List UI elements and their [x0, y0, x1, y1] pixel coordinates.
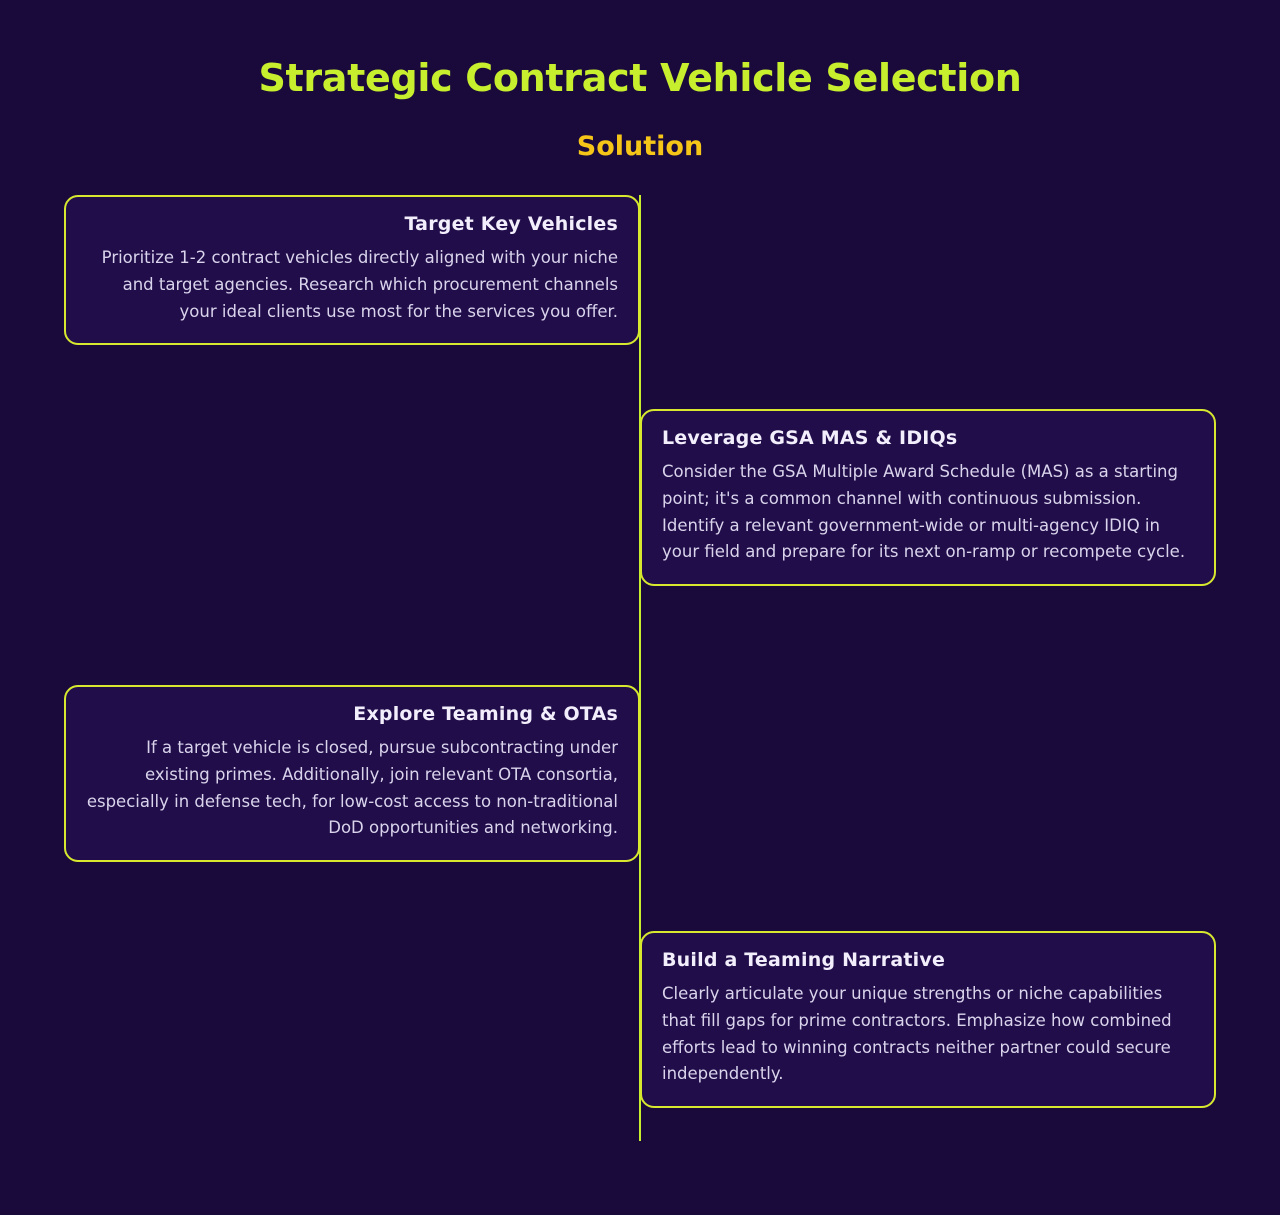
timeline-diagram — [0, 195, 1280, 1155]
timeline-card-title: Explore Teaming & OTAs — [353, 703, 618, 726]
timeline-card-body: Consider the GSA Multiple Award Schedule (MAS) as a starting point; it's a common channel with continuous submission. Identify a relevant government-wide or multi-agency IDIQ in your field and prepare for its next on-ramp or recompete cycle. — [662, 462, 1186, 562]
timeline-card-title: Leverage GSA MAS & IDIQs — [662, 427, 958, 450]
timeline-card-body: Prioritize 1-2 contract vehicles directly aligned with your niche and target agencies. Research which procurement channels your ideal clients use most for the services you offer. — [101, 248, 618, 321]
timeline-card — [640, 931, 1216, 1108]
timeline-card-title: Target Key Vehicles — [404, 213, 618, 236]
timeline-card — [640, 409, 1216, 586]
timeline-card-title: Build a Teaming Narrative — [662, 949, 946, 972]
page-subtitle: Solution — [576, 130, 704, 162]
timeline-card-body: Clearly articulate your unique strengths or niche capabilities that fill gaps for prime contractors. Emphasize how combined efforts lead to winning contracts neither partner could secure independently. — [662, 984, 1172, 1084]
timeline-card — [64, 195, 640, 345]
timeline-card — [64, 685, 640, 862]
page-title: Strategic Contract Vehicle Selection — [258, 56, 1022, 100]
timeline-card-body: If a target vehicle is closed, pursue subcontracting under existing primes. Additionally, join relevant OTA consortia, especially in defense tech, for low-cost access to non-traditional DoD opportunities and networking. — [86, 738, 618, 838]
